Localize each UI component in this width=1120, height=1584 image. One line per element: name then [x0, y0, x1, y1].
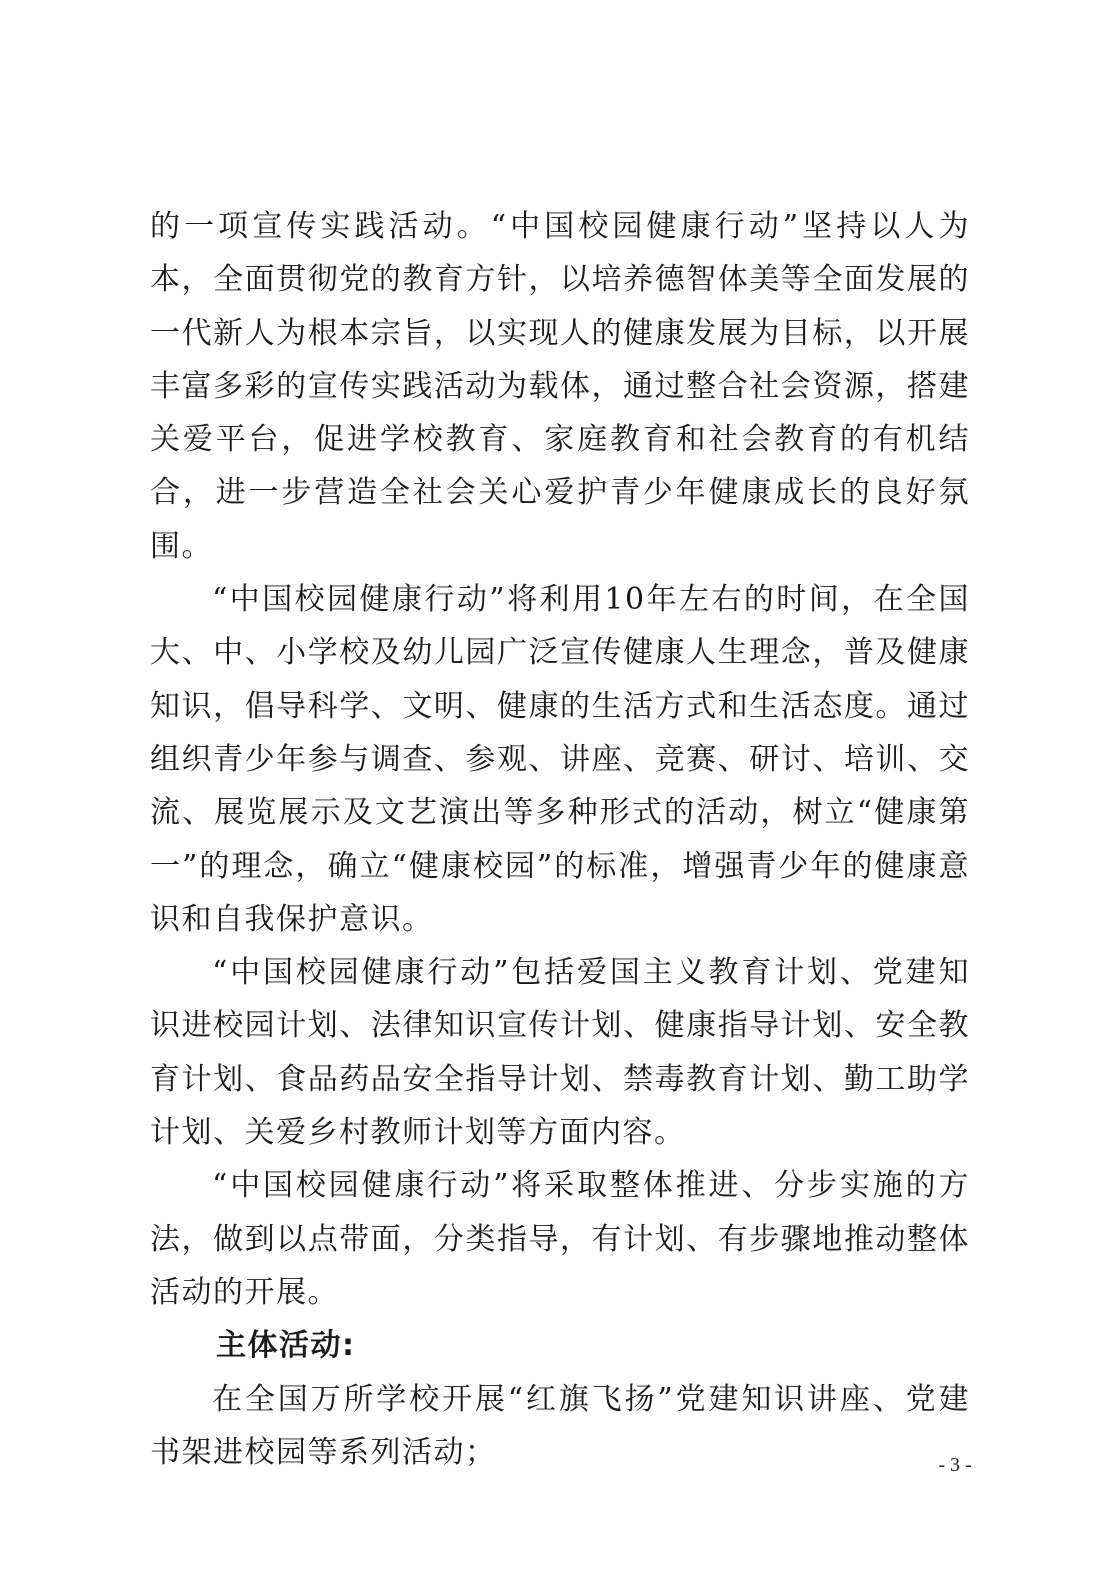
- paragraph-approach: “中国校园健康行动”将采取整体推进、分步实施的方法，做到以点带面，分类指导，有计划、有步骤地推动整体活动的开展。: [150, 1168, 970, 1310]
- paragraph-duration: “中国校园健康行动”将利用10年左右的时间，在全国大、中、小学校及幼儿园广泛宣传健康人生理念，普及健康知识，倡导科学、文明、健康的生活方式和生活态度。通过组织青少年参与调查、参观、讲座、竞赛、研讨、培训、交流、展览展示及文艺演出等多种形式的活动，树立“健康第一”的理念，确立“健康校园”的标准，增强青少年的健康意识和自我保护意识。: [150, 582, 970, 937]
- section-heading: 主体活动:: [216, 1328, 356, 1364]
- paragraph-plans: “中国校园健康行动”包括爱国主义教育计划、党建知识进校园计划、法律知识宣传计划、健康指导计划、安全教育计划、食品药品安全指导计划、禁毒教育计划、勤工助学计划、关爱乡村教师计划等方面内容。: [150, 955, 970, 1151]
- document-body: [150, 200, 970, 1479]
- section-paragraph: 在全国万所学校开展“红旗飞扬”党建知识讲座、党建书架进校园等系列活动；: [150, 1381, 970, 1470]
- paragraph-intro-continuation: 的一项宣传实践活动。“中国校园健康行动”坚持以人为本，全面贯彻党的教育方针，以培养德智体美等全面发展的一代新人为根本宗旨，以实现人的健康发展为目标，以开展丰富多彩的宣传实践活动为载体，通过整合社会资源，搭建关爱平台，促进学校教育、家庭教育和社会教育的有机结合，进一步营造全社会关心爱护青少年健康成长的良好氛围。: [150, 209, 970, 564]
- page-number: - 3 -: [938, 1454, 972, 1476]
